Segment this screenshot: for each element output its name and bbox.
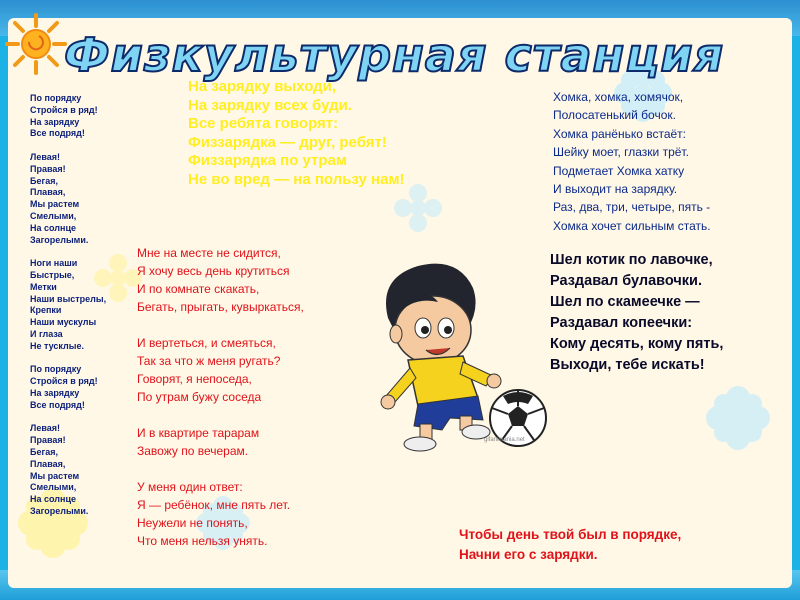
yellow-poem: На зарядку выходи, На зарядку всех буди. Все ребята говорят: Физзарядка — друг, ребят! Физзарядка по утрам Не во вред — на пользу нам! [188, 78, 405, 188]
sun-icon [4, 12, 68, 76]
blue-poem: Хомка, хомка, хомячок, Полосатенький бочок. Хомка ранёнько встаёт: Шейку моет, глазки трёт. Подметает Хомка хатку И выходит на зарядку. Раз, два, три, четыре, пять - Хомка хочет сильным стать. [553, 90, 711, 233]
red-poem: Мне на месте не сидится, Я хочу весь день крутиться И по комнате скакать, Бегать, прыгать, кувыркаться, И вертеться, и смеяться, Так за что ж меня ругать? Говорят, я непоседа, По утрам бужу соседа И в квартире тарарам Завожу по вечерам. У меня один ответ: Я — ребёнок, мне пять лет. Неужели не понять, Что меня нельзя унять. [137, 246, 304, 548]
watermark-text: gifanimania.net [484, 437, 525, 443]
left-poem: По порядку Стройся в ряд! На зарядку Все подряд! Левая! Правая! Бегая, Плавая, Мы растем Смелыми, На солнце Загорелыми. Ноги наши Быстрые, Метки Наши выстрелы, Крепки Наши мускулы И глаза Не тусклые. По порядку Стройся в ряд! На зарядку Все подряд! Левая! Правая! Бегая, Плавая, Мы растем Смелыми, На солнце Загорелыми. [30, 93, 107, 516]
boy-with-ball-illustration [368, 258, 548, 453]
motto-text: Чтобы день твой был в порядке, Начни его с зарядки. [459, 527, 682, 562]
page-title: Физкультурная станция [64, 28, 725, 82]
black-poem: Шел котик по лавочке, Раздавал булавочки. Шел по скамеечке — Раздавал копеечки: Кому десять, кому пять, Выходи, тебе искать! [550, 252, 724, 373]
flower-icon [698, 378, 778, 458]
